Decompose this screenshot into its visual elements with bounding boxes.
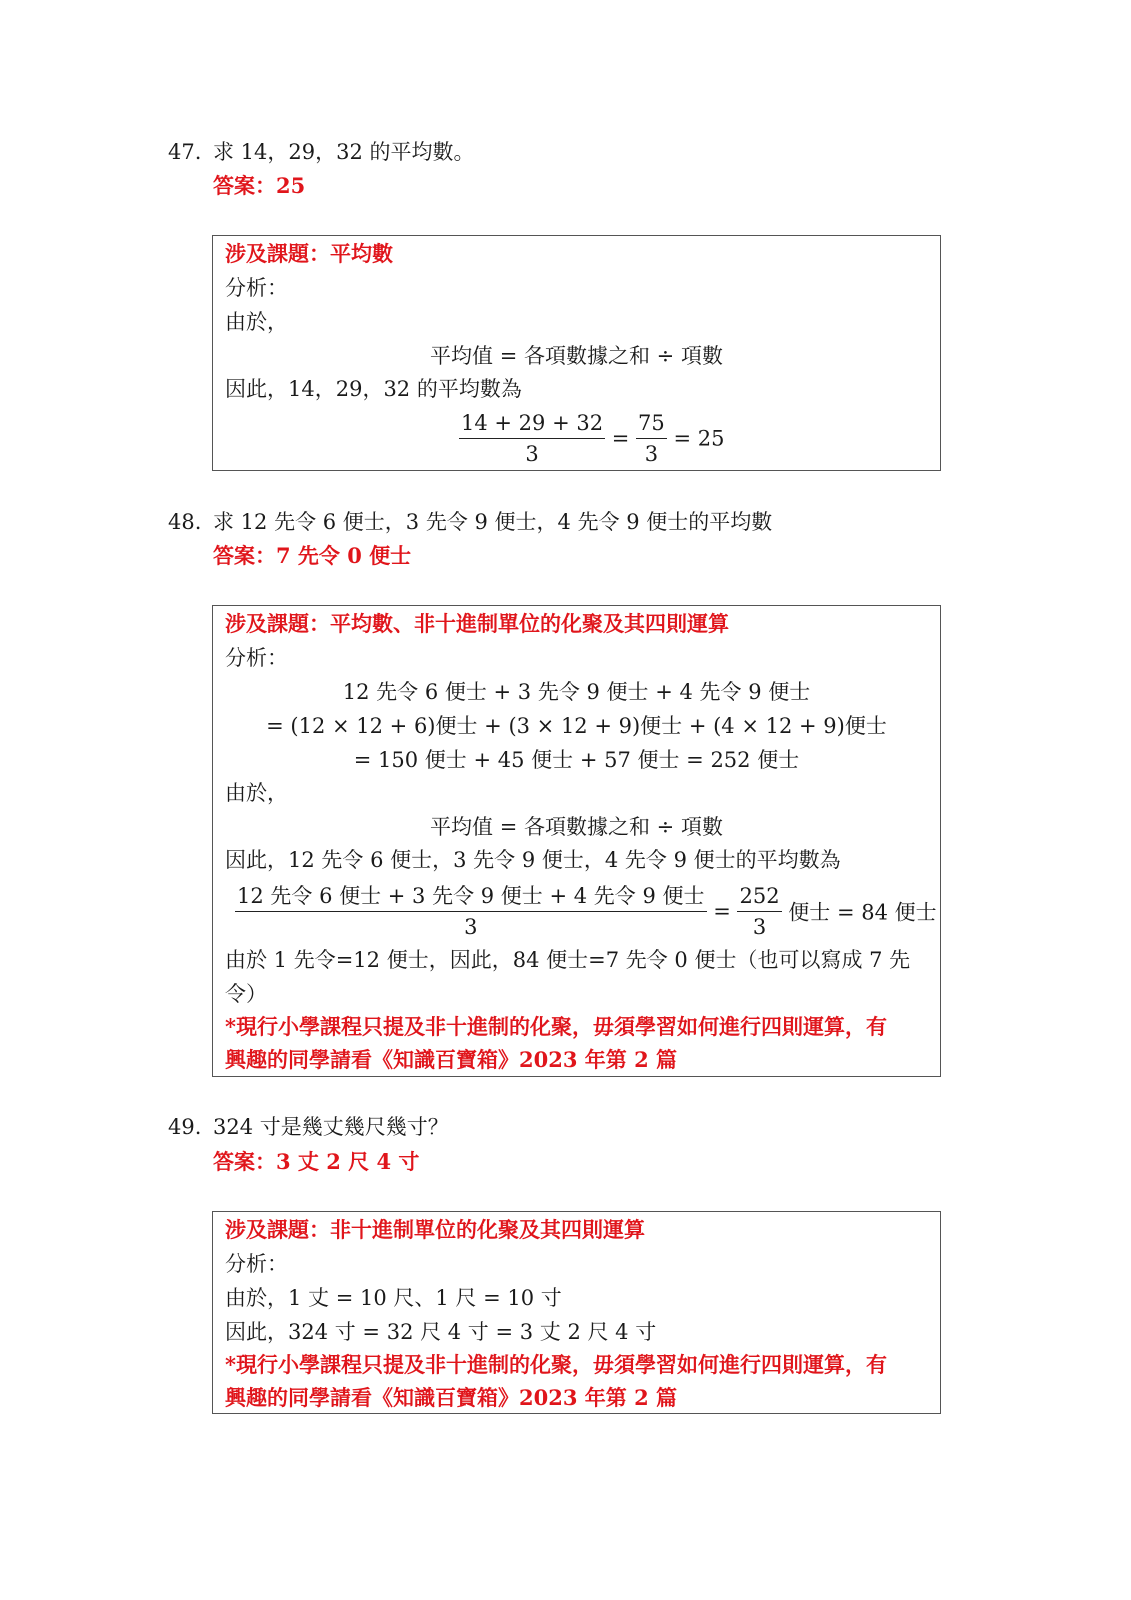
answer: 答案：25 [213, 173, 306, 198]
therefore-text: 因此，14，29，32 的平均數為 [225, 377, 522, 401]
analysis-box [212, 605, 941, 1077]
curriculum-note: *現行小學課程只提及非十進制的化聚，毋須學習如何進行四則運算，有 [225, 1352, 887, 1377]
equals-sign: = [611, 426, 630, 451]
therefore-text: 因此，12 先令 6 便士，3 先令 9 便士，4 先令 9 便士的平均數為 [225, 848, 841, 872]
fraction-sum [459, 408, 605, 469]
result-value: = 25 [673, 426, 725, 451]
answer: 答案：3 丈 2 尺 4 寸 [213, 1149, 420, 1174]
topic-heading: 涉及課題：平均數 [225, 241, 393, 266]
average-formula: 平均值 = 各項數據之和 ÷ 項數 [430, 344, 723, 368]
topic-heading: 涉及課題：平均數、非十進制單位的化聚及其四則運算 [225, 611, 729, 636]
since-text: 由於， [225, 781, 288, 805]
question-number: 49. [168, 1115, 202, 1139]
fraction-sum [235, 881, 707, 942]
result-value: 便士 = 84 便士 [788, 900, 937, 925]
fraction-total [737, 881, 781, 942]
fraction-numerator: 75 [636, 408, 667, 439]
since-text: 由於，1 丈 = 10 尺、1 尺 = 10 寸 [225, 1286, 562, 1310]
conversion-text-continued: 令） [225, 982, 267, 1006]
equals-sign: = [713, 899, 731, 924]
calculation-line-1: 12 先令 6 便士 + 3 先令 9 便士 + 4 先令 9 便士 [342, 680, 811, 704]
curriculum-note: *現行小學課程只提及非十進制的化聚，毋須學習如何進行四則運算，有 [225, 1014, 887, 1039]
calculation-line-3: = 150 便士 + 45 便士 + 57 便士 = 252 便士 [353, 748, 800, 772]
fraction-numerator: 12 先令 6 便士 + 3 先令 9 便士 + 4 先令 9 便士 [235, 881, 707, 912]
fraction-numerator: 252 [737, 881, 781, 912]
answer: 答案：7 先令 0 便士 [213, 543, 412, 568]
fraction-equation [459, 408, 724, 469]
analysis-label: 分析： [225, 276, 288, 300]
calculation-line-2: = (12 × 12 + 6)便士 + (3 × 12 + 9)便士 + (4 × 12 + 9)便士 [266, 714, 887, 738]
question-text: 324 寸是幾丈幾尺幾寸？ [213, 1115, 449, 1139]
analysis-label: 分析： [225, 646, 288, 670]
average-formula: 平均值 = 各項數據之和 ÷ 項數 [430, 815, 723, 839]
fraction-total [636, 408, 667, 469]
question-number: 48. [168, 510, 202, 534]
question-text: 求 14，29，32 的平均數。 [213, 140, 475, 164]
question-text: 求 12 先令 6 便士，3 先令 9 便士，4 先令 9 便士的平均數 [213, 510, 773, 534]
since-text: 由於， [225, 310, 288, 334]
therefore-text: 因此，324 寸 = 32 尺 4 寸 = 3 丈 2 尺 4 寸 [225, 1320, 657, 1344]
curriculum-note-continued: 興趣的同學請看《知識百寶箱》2023 年第 2 篇 [225, 1047, 677, 1072]
analysis-box [212, 1211, 941, 1414]
conversion-text: 由於 1 先令=12 便士，因此，84 便士=7 先令 0 便士（也可以寫成 7 先 [225, 948, 911, 972]
fraction-denominator: 3 [644, 442, 659, 466]
topic-heading: 涉及課題：非十進制單位的化聚及其四則運算 [225, 1217, 645, 1242]
fraction-denominator: 3 [464, 915, 478, 939]
analysis-box [212, 235, 941, 471]
analysis-label: 分析： [225, 1252, 288, 1276]
fraction-denominator: 3 [525, 442, 539, 466]
question-number: 47. [168, 140, 202, 164]
curriculum-note-continued: 興趣的同學請看《知識百寶箱》2023 年第 2 篇 [225, 1385, 677, 1410]
fraction-numerator: 14 + 29 + 32 [459, 408, 605, 439]
fraction-equation [235, 881, 937, 942]
fraction-denominator: 3 [752, 915, 767, 939]
